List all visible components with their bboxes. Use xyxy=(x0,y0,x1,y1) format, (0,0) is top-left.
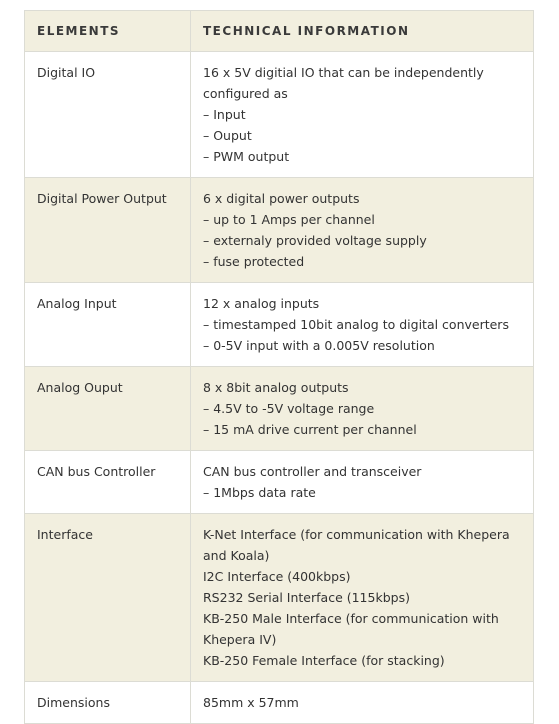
info-cell xyxy=(191,367,534,451)
info-line: – Ouput xyxy=(203,128,252,143)
info-line: – Input xyxy=(203,107,246,122)
table-row xyxy=(25,367,534,451)
info-cell xyxy=(191,52,534,178)
info-line: – 15 mA drive current per channel xyxy=(203,422,417,437)
header-row xyxy=(25,11,534,52)
info-cell xyxy=(191,283,534,367)
header-elements: ELEMENTS xyxy=(25,11,191,52)
info-line: 8 x 8bit analog outputs xyxy=(203,380,349,395)
element-cell: Dimensions xyxy=(25,682,191,724)
info-line: RS232 Serial Interface (115kbps) xyxy=(203,590,410,605)
table-row xyxy=(25,178,534,283)
element-cell: Analog Ouput xyxy=(25,367,191,451)
info-line: – 0-5V input with a 0.005V resolution xyxy=(203,338,435,353)
table-row xyxy=(25,52,534,178)
element-cell: Analog Input xyxy=(25,283,191,367)
info-line: KB-250 Female Interface (for stacking) xyxy=(203,653,445,668)
info-line: 6 x digital power outputs xyxy=(203,191,360,206)
info-line: 85mm x 57mm xyxy=(203,695,299,710)
info-line: I2C Interface (400kbps) xyxy=(203,569,351,584)
info-cell xyxy=(191,682,534,724)
table-row xyxy=(25,283,534,367)
info-cell xyxy=(191,178,534,283)
info-line: – externaly provided voltage supply xyxy=(203,233,427,248)
table-row xyxy=(25,682,534,724)
table-body xyxy=(25,52,534,724)
info-line: – 1Mbps data rate xyxy=(203,485,316,500)
info-line: 16 x 5V digitial IO that can be independently configured as xyxy=(203,65,484,101)
info-line: CAN bus controller and transceiver xyxy=(203,464,422,479)
info-line: – timestamped 10bit analog to digital converters xyxy=(203,317,509,332)
table-header xyxy=(25,11,534,52)
info-line: – up to 1 Amps per channel xyxy=(203,212,375,227)
table-row xyxy=(25,451,534,514)
table-row xyxy=(25,514,534,682)
element-cell: Interface xyxy=(25,514,191,682)
info-cell xyxy=(191,451,534,514)
info-line: KB-250 Male Interface (for communication with Khepera IV) xyxy=(203,611,499,647)
info-line: K-Net Interface (for communication with Khepera and Koala) xyxy=(203,527,510,563)
spec-table xyxy=(24,10,534,724)
info-line: – fuse protected xyxy=(203,254,305,269)
element-cell: CAN bus Controller xyxy=(25,451,191,514)
info-line: – PWM output xyxy=(203,149,290,164)
info-cell xyxy=(191,514,534,682)
info-line: – 4.5V to -5V voltage range xyxy=(203,401,375,416)
header-technical-information: TECHNICAL INFORMATION xyxy=(191,11,534,52)
info-line: 12 x analog inputs xyxy=(203,296,320,311)
element-cell: Digital IO xyxy=(25,52,191,178)
element-cell: Digital Power Output xyxy=(25,178,191,283)
